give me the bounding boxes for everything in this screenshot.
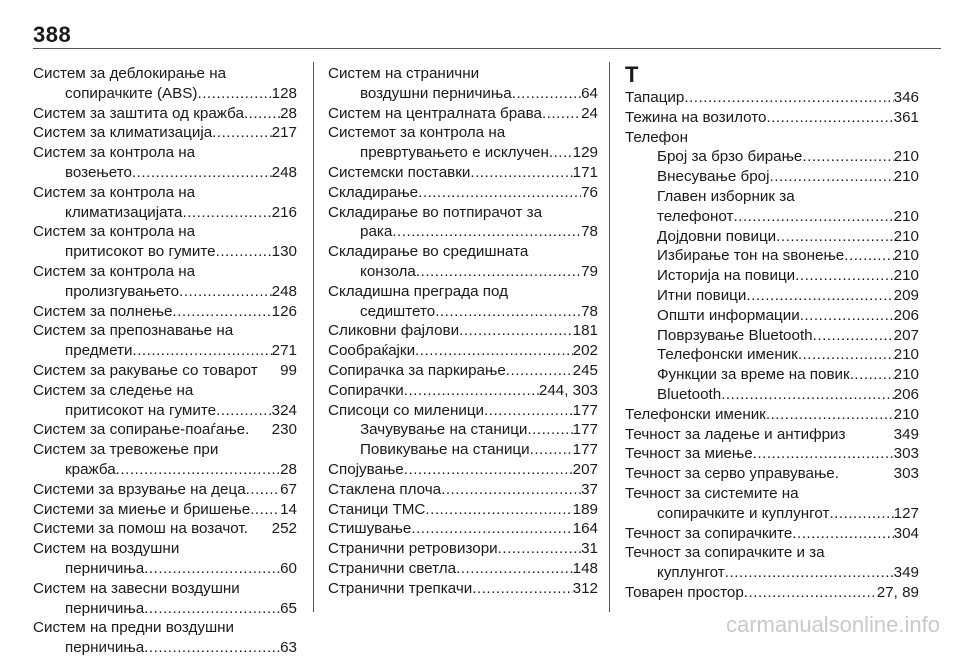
index-entry bbox=[328, 500, 598, 520]
entry-label: превртувањето е исклучен bbox=[360, 144, 549, 162]
leader-dots bbox=[795, 266, 893, 286]
page-ref: 28 bbox=[280, 104, 297, 122]
page-ref: 245 bbox=[572, 361, 598, 379]
page-ref: 217 bbox=[271, 124, 297, 142]
entry-label: Систем на странични bbox=[328, 65, 480, 82]
page-ref: 64 bbox=[581, 84, 598, 102]
entry-label: Странични светла bbox=[328, 559, 457, 577]
page-ref: 303 bbox=[893, 445, 919, 463]
index-entry bbox=[625, 524, 919, 544]
section-letter: Т bbox=[625, 62, 639, 87]
entry-label: Поврзување Bluetooth bbox=[657, 326, 813, 344]
page-ref: 126 bbox=[271, 302, 297, 320]
index-entry bbox=[33, 420, 297, 440]
entry-label: Систем на централната брава bbox=[328, 104, 542, 122]
page-ref: 271 bbox=[271, 342, 297, 360]
entry-label: сопирачките и куплунгот bbox=[657, 504, 830, 522]
page-ref: 14 bbox=[280, 500, 297, 518]
entry-label: Системи за миење и бришење bbox=[33, 500, 251, 518]
leader-dots bbox=[441, 480, 581, 500]
index-subentry bbox=[625, 326, 919, 346]
leader-dots bbox=[459, 321, 573, 341]
page-ref: 230 bbox=[271, 421, 297, 439]
index-entry bbox=[625, 484, 919, 504]
index-entry bbox=[625, 444, 919, 464]
page-ref: 78 bbox=[581, 223, 598, 241]
entry-label: пролизгувањето bbox=[65, 282, 180, 300]
index-subentry bbox=[33, 638, 297, 658]
page-ref: 207 bbox=[572, 460, 598, 478]
entry-label: Складишна преграда под bbox=[328, 282, 508, 300]
index-subentry bbox=[625, 187, 919, 207]
entry-label: Течност за системите на bbox=[625, 484, 799, 502]
index-subentry bbox=[328, 222, 598, 242]
page-ref: 60 bbox=[280, 559, 297, 577]
leader-dots bbox=[776, 227, 894, 247]
leader-dots bbox=[684, 88, 893, 108]
leader-dots bbox=[132, 341, 271, 361]
page-ref: 248 bbox=[271, 282, 297, 300]
page-ref: 248 bbox=[271, 163, 297, 181]
page-ref: 202 bbox=[572, 342, 598, 360]
entry-label: Општи информации bbox=[657, 306, 800, 324]
leader-dots bbox=[116, 460, 280, 480]
index-entry bbox=[33, 302, 297, 322]
leader-dots bbox=[800, 306, 894, 326]
entry-label: перничиња bbox=[65, 639, 145, 657]
leader-dots bbox=[144, 638, 280, 658]
page-ref: 206 bbox=[893, 385, 919, 403]
leader-dots bbox=[197, 84, 271, 104]
index-entry bbox=[328, 361, 598, 381]
leader-dots bbox=[484, 401, 573, 421]
index-subentry bbox=[625, 365, 919, 385]
column-divider bbox=[609, 62, 610, 612]
entry-label: перничиња bbox=[65, 599, 145, 617]
index-subentry bbox=[625, 167, 919, 187]
page-ref: 210 bbox=[893, 405, 919, 423]
index-entry bbox=[625, 128, 919, 148]
index-entry bbox=[33, 500, 297, 520]
entry-label: Системи за помош на возачот. bbox=[33, 520, 248, 538]
index-subentry bbox=[625, 147, 919, 167]
page-ref: 177 bbox=[572, 421, 598, 439]
column-divider bbox=[313, 62, 314, 612]
leader-dots bbox=[766, 108, 893, 128]
page-ref: 216 bbox=[271, 203, 297, 221]
page-ref: 210 bbox=[893, 346, 919, 364]
page-ref: 65 bbox=[280, 599, 297, 617]
entry-label: Странични ретровизори bbox=[328, 540, 498, 558]
index-entry bbox=[33, 321, 297, 341]
entry-label: Систем на воздушни bbox=[33, 540, 180, 558]
index-entry bbox=[328, 579, 598, 599]
index-subentry bbox=[33, 282, 297, 302]
leader-dots bbox=[829, 504, 893, 524]
page-ref: 127 bbox=[893, 504, 919, 522]
entry-label: Зачувување на станици bbox=[360, 421, 528, 439]
page-ref: 177 bbox=[572, 441, 598, 459]
page-ref: 129 bbox=[572, 144, 598, 162]
page-ref: 181 bbox=[572, 322, 598, 340]
page-ref: 210 bbox=[893, 267, 919, 285]
page-number: 388 bbox=[33, 22, 72, 47]
leader-dots bbox=[721, 385, 893, 405]
leader-dots bbox=[144, 599, 280, 619]
leader-dots bbox=[766, 405, 894, 425]
leader-dots bbox=[470, 163, 572, 183]
entry-label: Системи за врзување на деца bbox=[33, 480, 246, 498]
leader-dots bbox=[744, 583, 877, 603]
entry-label: Систем за контрола на bbox=[33, 223, 196, 241]
page-ref: 171 bbox=[572, 163, 598, 181]
entry-label: Систем за препознавање на bbox=[33, 322, 234, 340]
entry-label: Товарен простор bbox=[625, 583, 744, 601]
leader-dots bbox=[844, 246, 893, 266]
index-entry bbox=[328, 519, 598, 539]
index-entry bbox=[328, 64, 598, 84]
entry-label: Течност за сопирачките bbox=[625, 524, 793, 542]
entry-label: Главен изборник за bbox=[657, 187, 795, 205]
index-subentry bbox=[33, 163, 297, 183]
leader-dots bbox=[416, 262, 581, 282]
entry-label: Странични трепкачи bbox=[328, 579, 473, 597]
leader-dots bbox=[506, 361, 573, 381]
entry-label: Систем за контрола на bbox=[33, 183, 196, 201]
leader-dots bbox=[733, 207, 893, 227]
entry-label: Тапацир bbox=[625, 89, 685, 106]
leader-dots bbox=[392, 222, 581, 242]
page-ref: 349 bbox=[893, 425, 919, 443]
leader-dots bbox=[418, 183, 581, 203]
leader-dots bbox=[404, 381, 539, 401]
index-subentry bbox=[33, 84, 297, 104]
page-ref: 130 bbox=[271, 243, 297, 261]
entry-label: Списоци со миленици bbox=[328, 401, 485, 419]
page-ref: 24 bbox=[581, 104, 598, 122]
index-entry bbox=[328, 559, 598, 579]
entry-label: Систем за полнење bbox=[33, 302, 173, 320]
index-entry bbox=[625, 464, 919, 484]
entry-label: Телефонски именик bbox=[625, 405, 766, 423]
leader-dots bbox=[216, 242, 272, 262]
index-entry bbox=[33, 480, 297, 500]
index-entry bbox=[625, 108, 919, 128]
entry-label: Избирање тон на ѕвонење bbox=[657, 247, 845, 265]
page-ref: 312 bbox=[572, 579, 598, 597]
entry-label: Телефон bbox=[625, 128, 689, 146]
entry-label: Дојдовни повици bbox=[657, 227, 777, 245]
entry-label: седиштето bbox=[360, 302, 436, 320]
entry-label: конзола bbox=[360, 262, 416, 280]
index-entry bbox=[328, 381, 598, 401]
leader-dots bbox=[425, 500, 572, 520]
index-subentry bbox=[625, 246, 919, 266]
index-entry bbox=[328, 282, 598, 302]
leader-dots bbox=[212, 123, 272, 143]
entry-label: перничиња bbox=[65, 559, 145, 577]
index-entry bbox=[33, 519, 297, 539]
leader-dots bbox=[530, 440, 573, 460]
index-entry bbox=[328, 480, 598, 500]
entry-label: телефонот bbox=[657, 207, 734, 225]
leader-dots bbox=[472, 579, 572, 599]
index-subentry bbox=[33, 242, 297, 262]
index-entry bbox=[33, 143, 297, 163]
leader-dots bbox=[498, 539, 581, 559]
index-entry bbox=[328, 183, 598, 203]
index-entry bbox=[33, 618, 297, 638]
entry-label: Складирање bbox=[328, 183, 419, 201]
leader-dots bbox=[813, 326, 894, 346]
index-column-3 bbox=[625, 64, 919, 603]
index-subentry bbox=[328, 302, 598, 322]
entry-label: Течност за миење bbox=[625, 445, 753, 463]
entry-label: Внесување број bbox=[657, 168, 770, 186]
index-entry bbox=[328, 163, 598, 183]
index-entry bbox=[33, 123, 297, 143]
index-subentry bbox=[625, 286, 919, 306]
entry-label: Систем за ракување со товарот bbox=[33, 361, 258, 379]
index-entry bbox=[625, 88, 919, 108]
entry-label: Систем за контрола на bbox=[33, 262, 196, 280]
index-subentry bbox=[625, 563, 919, 583]
entry-label: Сопирачка за паркирање bbox=[328, 361, 506, 379]
index-entry bbox=[328, 321, 598, 341]
index-subentry bbox=[625, 385, 919, 405]
index-subentry bbox=[625, 227, 919, 247]
entry-label: Системот за контрола на bbox=[328, 124, 506, 142]
entry-label: Систем за деблокирање на bbox=[33, 65, 227, 82]
page-ref: 207 bbox=[893, 326, 919, 344]
page-ref: 303 bbox=[893, 465, 919, 483]
page-ref: 31 bbox=[581, 540, 598, 558]
page-ref: 128 bbox=[271, 84, 297, 102]
leader-dots bbox=[179, 282, 272, 302]
index-subentry bbox=[33, 401, 297, 421]
page-ref: 99 bbox=[280, 361, 297, 379]
index-subentry bbox=[328, 420, 598, 440]
entry-label: Број за брзо бирање bbox=[657, 148, 803, 166]
page-ref: 67 bbox=[280, 480, 297, 498]
page-ref: 27, 89 bbox=[876, 583, 919, 601]
index-entry bbox=[33, 262, 297, 282]
index-subentry bbox=[328, 143, 598, 163]
page-ref: 63 bbox=[280, 639, 297, 657]
page-ref: 304 bbox=[893, 524, 919, 542]
entry-label: Систем на предни воздушни bbox=[33, 619, 235, 637]
entry-label: куплунгот bbox=[657, 564, 725, 582]
index-entry bbox=[328, 242, 598, 262]
page-ref: 210 bbox=[893, 227, 919, 245]
leader-dots bbox=[753, 444, 894, 464]
leader-dots bbox=[746, 286, 893, 306]
page-ref: 349 bbox=[893, 564, 919, 582]
entry-label: Систем за следење на bbox=[33, 381, 194, 399]
page-ref: 206 bbox=[893, 306, 919, 324]
entry-label: Сообраќајки bbox=[328, 342, 416, 360]
leader-dots bbox=[411, 519, 572, 539]
index-subentry bbox=[328, 440, 598, 460]
leader-dots bbox=[798, 345, 894, 365]
page-ref: 210 bbox=[893, 247, 919, 265]
leader-dots bbox=[182, 203, 271, 223]
index-subentry bbox=[33, 460, 297, 480]
entry-label: Систем за контрола на bbox=[33, 144, 196, 162]
index-entry bbox=[625, 405, 919, 425]
watermark: carmanualsonline.info bbox=[725, 612, 940, 637]
header-rule bbox=[33, 48, 941, 49]
leader-dots bbox=[542, 104, 581, 124]
leader-dots bbox=[244, 104, 280, 124]
index-entry bbox=[328, 341, 598, 361]
entry-label: Систем за тревожење при bbox=[33, 441, 219, 459]
entry-label: Систем за климатизација bbox=[33, 124, 213, 142]
entry-label: Систем на завесни воздушни bbox=[33, 579, 240, 597]
page-ref: 79 bbox=[581, 262, 598, 280]
index-entry bbox=[33, 381, 297, 401]
entry-label: климатизацијата bbox=[65, 203, 183, 221]
leader-dots bbox=[216, 401, 272, 421]
leader-dots bbox=[549, 143, 573, 163]
index-entry bbox=[328, 401, 598, 421]
index-subentry bbox=[328, 262, 598, 282]
leader-dots bbox=[725, 563, 894, 583]
index-column-1 bbox=[33, 64, 297, 658]
entry-label: притисокот на гумите bbox=[65, 401, 217, 419]
entry-label: Складирање во средишната bbox=[328, 243, 529, 261]
entry-label: Складирање во потпирачот за bbox=[328, 203, 543, 221]
index-entry bbox=[328, 123, 598, 143]
index-subentry bbox=[625, 504, 919, 524]
page-ref: 209 bbox=[893, 286, 919, 304]
entry-label: Системски поставки bbox=[328, 163, 471, 181]
page-ref: 346 bbox=[893, 89, 919, 106]
leader-dots bbox=[246, 480, 280, 500]
index-subentry bbox=[33, 599, 297, 619]
leader-dots bbox=[769, 167, 893, 187]
entry-label: Течност за серво управување. bbox=[625, 465, 839, 483]
page-ref: 78 bbox=[581, 302, 598, 320]
page-ref: 210 bbox=[893, 148, 919, 166]
entry-label: Систем за сопирање-поаѓање. bbox=[33, 421, 250, 439]
index-entry bbox=[328, 539, 598, 559]
index-subentry bbox=[33, 341, 297, 361]
index-entry bbox=[33, 104, 297, 124]
index-entry bbox=[625, 543, 919, 563]
index-entry bbox=[33, 579, 297, 599]
page-ref: 177 bbox=[572, 401, 598, 419]
entry-label: воздушни перничиња bbox=[360, 84, 512, 102]
leader-dots bbox=[250, 500, 280, 520]
page-ref: 148 bbox=[572, 559, 598, 577]
page-ref: 37 bbox=[581, 480, 598, 498]
index-entry bbox=[33, 539, 297, 559]
page-ref: 252 bbox=[271, 520, 297, 538]
leader-dots bbox=[435, 302, 581, 322]
entry-label: Тежина на возилото bbox=[625, 108, 767, 126]
leader-dots bbox=[144, 559, 280, 579]
entry-label: притисокот во гумите bbox=[65, 243, 216, 261]
entry-label: Станици TMC bbox=[328, 500, 426, 518]
entry-label: Систем за заштита од кражба bbox=[33, 104, 244, 122]
leader-dots bbox=[850, 365, 894, 385]
entry-label: Стаклена плоча bbox=[328, 480, 442, 498]
index-entry bbox=[625, 583, 919, 603]
page-ref: 210 bbox=[893, 168, 919, 186]
entry-label: кражба bbox=[65, 460, 116, 478]
entry-label: Историја на повици bbox=[657, 267, 796, 285]
leader-dots bbox=[415, 341, 573, 361]
page-ref: 210 bbox=[893, 366, 919, 384]
index-entry bbox=[328, 203, 598, 223]
page-ref: 76 bbox=[581, 183, 598, 201]
page-ref: 324 bbox=[271, 401, 297, 419]
entry-label: Течност за ладење и антифриз bbox=[625, 425, 846, 443]
entry-label: Сопирачки bbox=[328, 381, 404, 399]
entry-label: Итни повици bbox=[657, 286, 747, 304]
index-subentry bbox=[625, 266, 919, 286]
entry-label: возењето bbox=[65, 163, 132, 181]
index-entry bbox=[33, 440, 297, 460]
index-entry bbox=[33, 183, 297, 203]
index-subentry bbox=[625, 306, 919, 326]
leader-dots bbox=[172, 302, 271, 322]
index-entry bbox=[328, 104, 598, 124]
page-ref: 28 bbox=[280, 460, 297, 478]
index-subentry bbox=[33, 559, 297, 579]
index-entry bbox=[33, 222, 297, 242]
index-subentry bbox=[33, 203, 297, 223]
entry-label: Спојување bbox=[328, 460, 404, 478]
leader-dots bbox=[512, 84, 581, 104]
entry-label: рака bbox=[360, 223, 393, 241]
leader-dots bbox=[792, 524, 893, 544]
page-ref: 244, 303 bbox=[538, 381, 598, 399]
leader-dots bbox=[132, 163, 272, 183]
entry-label: сопирачките (ABS) bbox=[65, 84, 198, 102]
entry-label: Телефонски именик bbox=[657, 346, 798, 364]
entry-label: Сликовни фајлови bbox=[328, 322, 460, 340]
leader-dots bbox=[456, 559, 573, 579]
index-subentry bbox=[328, 84, 598, 104]
leader-dots bbox=[404, 460, 573, 480]
entry-label: Стишување bbox=[328, 520, 412, 538]
index-entry bbox=[328, 460, 598, 480]
entry-label: Течност за сопирачките и за bbox=[625, 544, 825, 562]
index-column-2 bbox=[328, 64, 598, 599]
index-subentry bbox=[625, 345, 919, 365]
leader-dots bbox=[527, 420, 572, 440]
page-ref: 164 bbox=[572, 520, 598, 538]
index-entry bbox=[33, 64, 297, 84]
entry-label: Функции за време на повик bbox=[657, 366, 850, 384]
index-subentry bbox=[625, 207, 919, 227]
entry-label: Bluetooth bbox=[657, 385, 722, 403]
leader-dots bbox=[802, 147, 893, 167]
entry-label: предмети bbox=[65, 342, 133, 360]
entry-label: Повикување на станици bbox=[360, 441, 530, 459]
page-ref: 210 bbox=[893, 207, 919, 225]
index-entry bbox=[625, 425, 919, 445]
page-ref: 189 bbox=[572, 500, 598, 518]
page-ref: 361 bbox=[893, 108, 919, 126]
index-entry bbox=[33, 361, 297, 381]
